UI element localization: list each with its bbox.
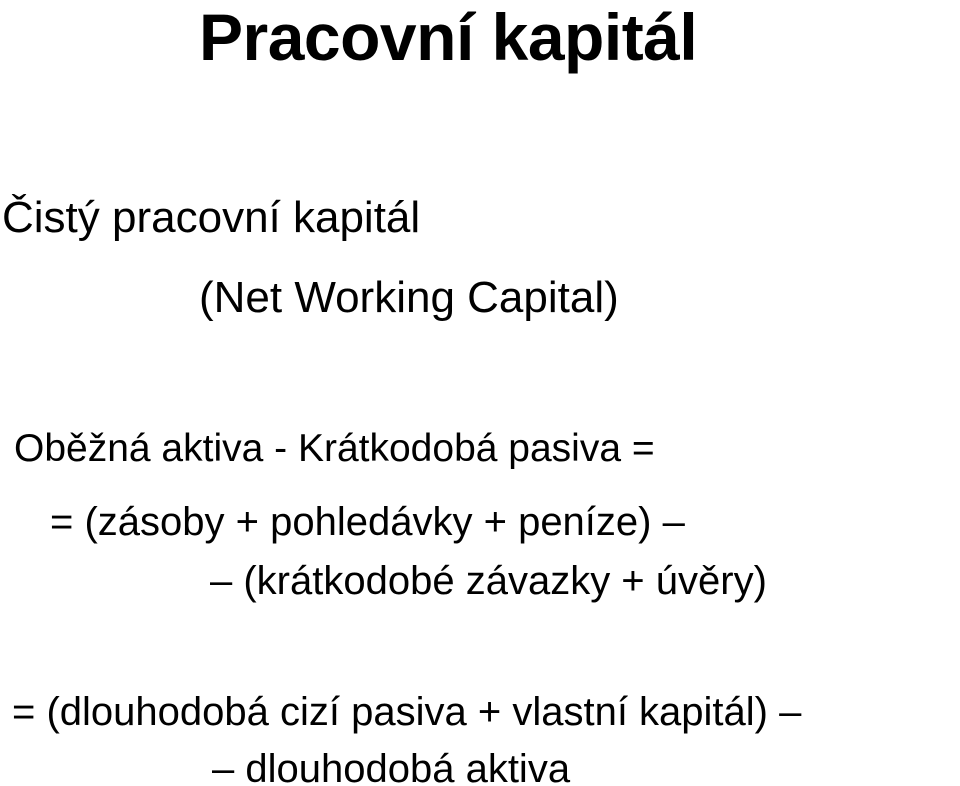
slide-title: Pracovní kapitál [199, 0, 698, 74]
formula-line-long-term-liabilities-equity: = (dlouhodobá cizí pasiva + vlastní kapitál) – [12, 690, 802, 734]
formula-line-inventory-receivables-cash: = (zásoby + pohledávky + peníze) – [50, 500, 685, 544]
formula-line-current-assets-minus-liabilities: Oběžná aktiva - Krátkodobá pasiva = [14, 427, 655, 470]
formula-line-long-term-assets: – dlouhodobá aktiva [212, 747, 571, 786]
net-working-capital-english-label: (Net Working Capital) [199, 273, 619, 322]
net-working-capital-heading: Čistý pracovní kapitál [2, 193, 421, 242]
formula-line-short-term-liabilities-loans: – (krátkodobé závazky + úvěry) [210, 559, 767, 603]
